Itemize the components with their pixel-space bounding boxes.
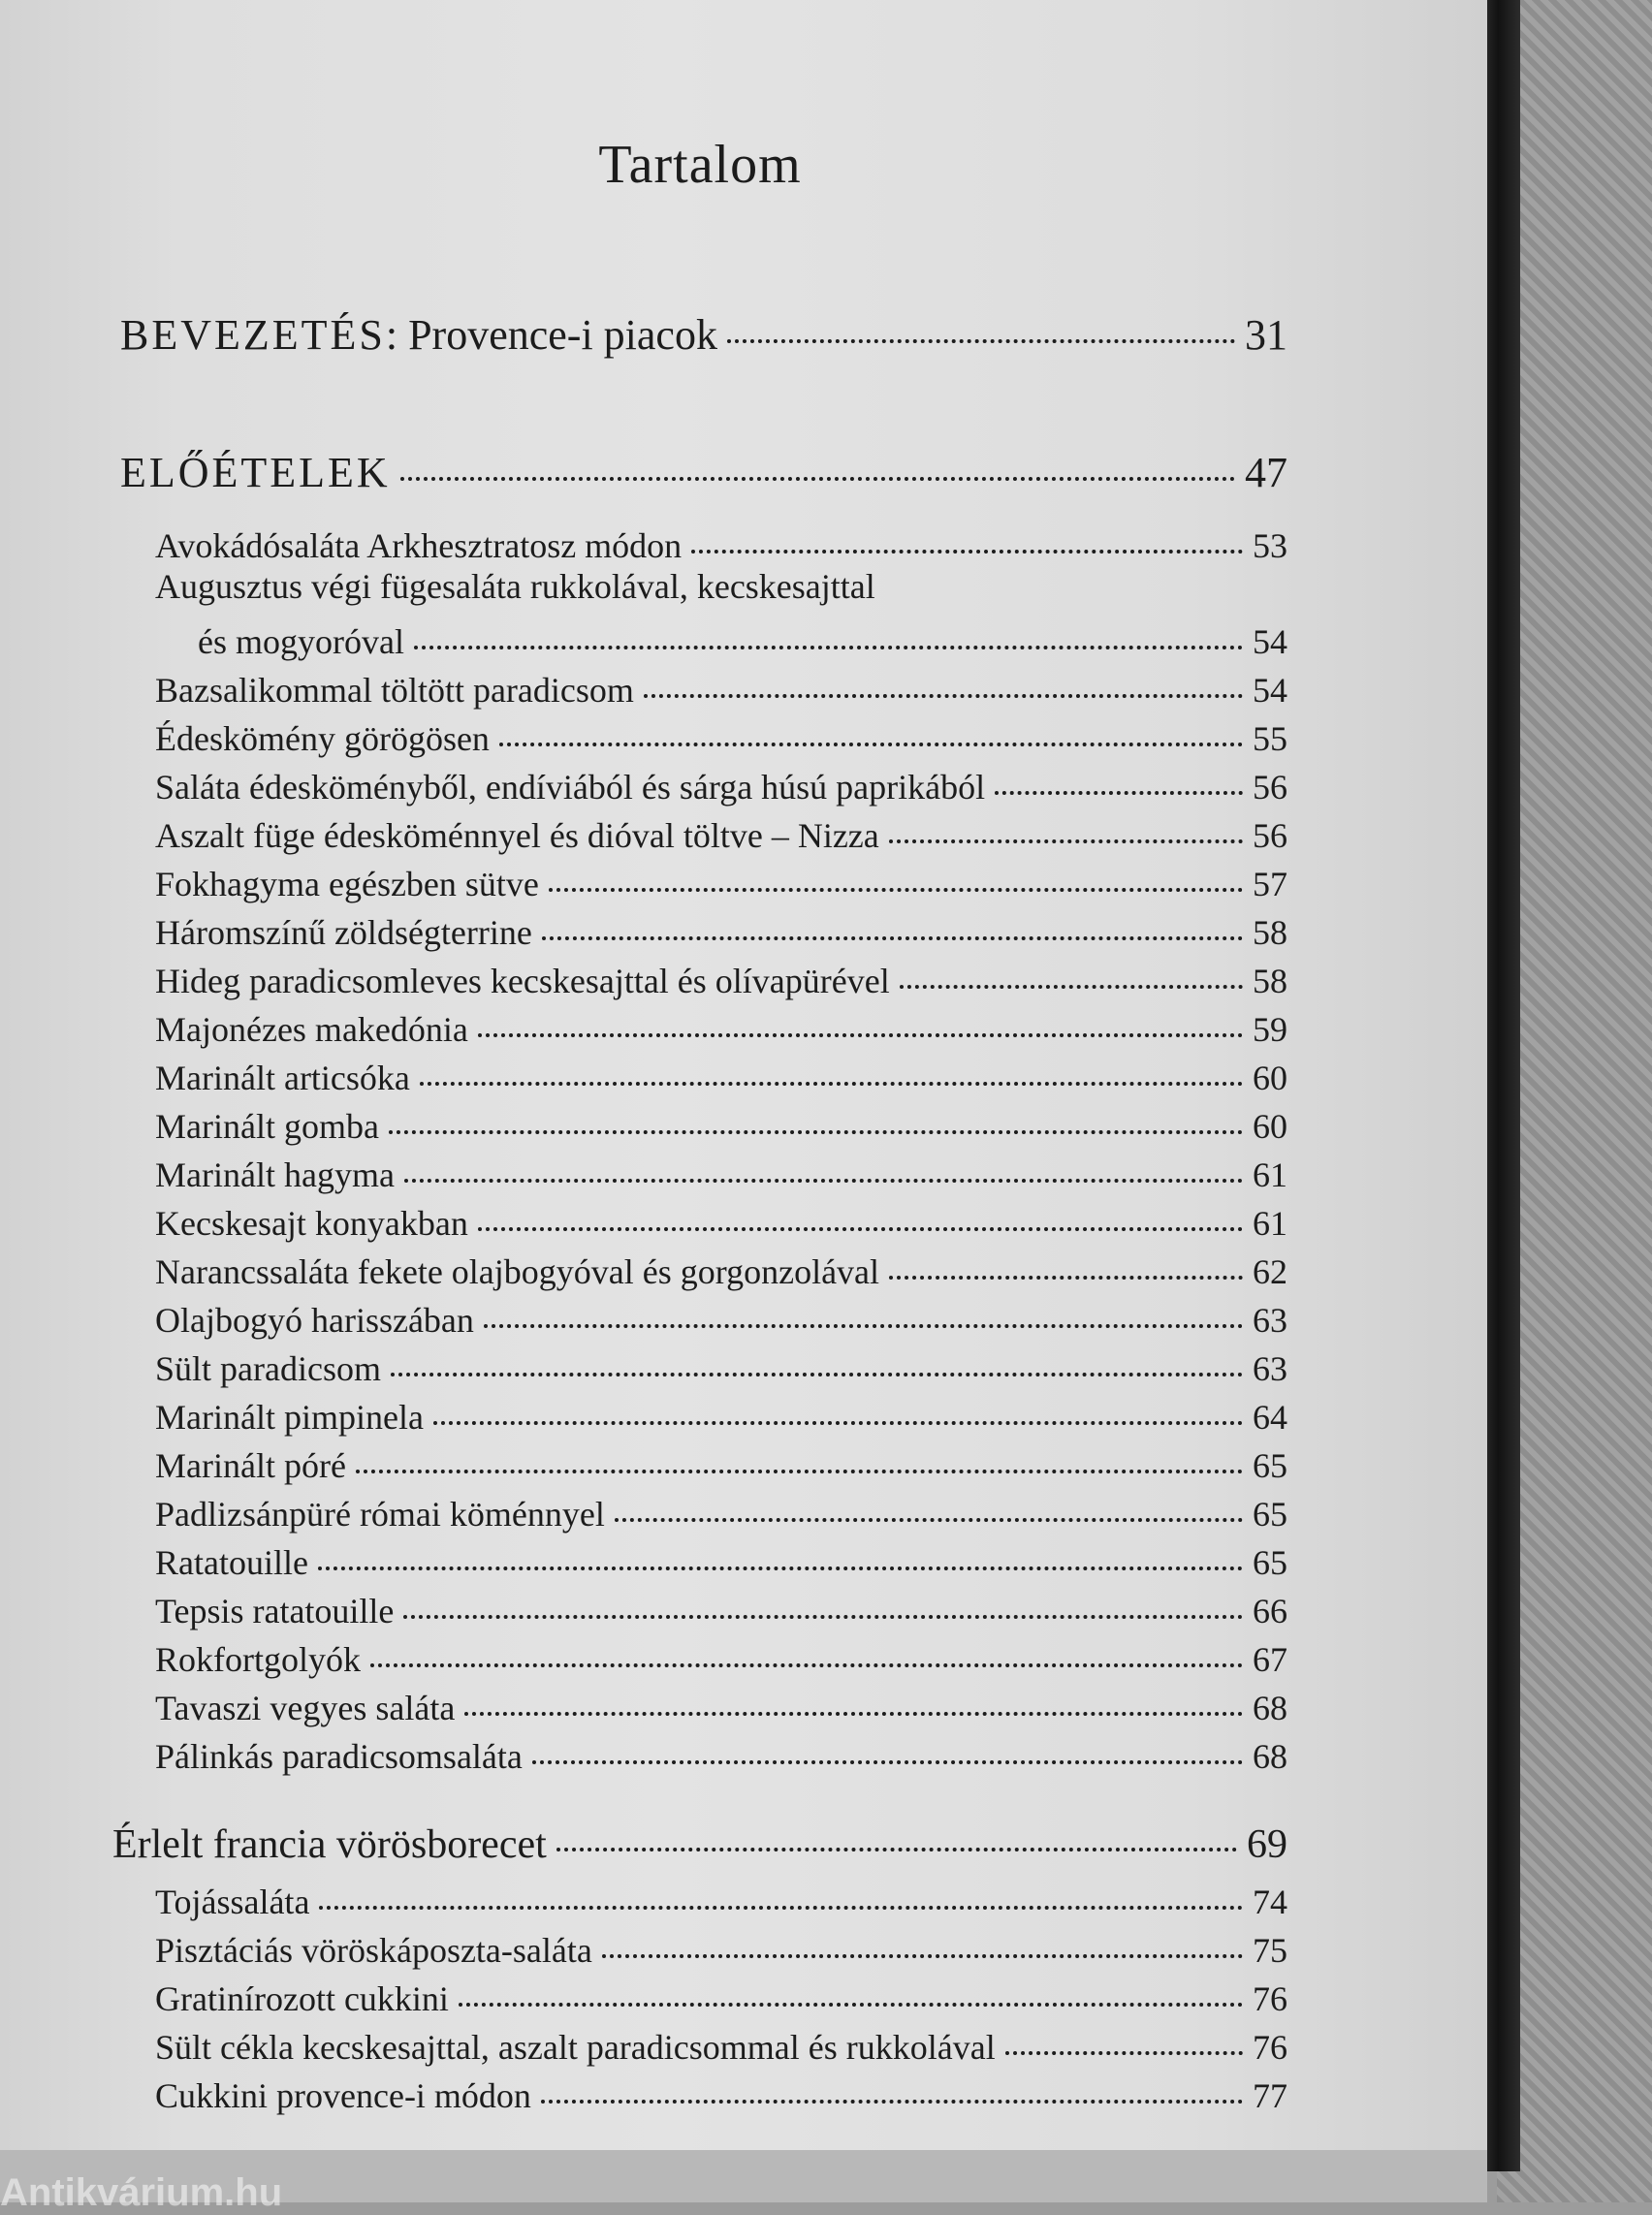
page-title: Tartalom	[598, 135, 802, 195]
toc-entry[interactable]: Kecskesajt konyakban 61	[155, 1196, 1287, 1244]
toc-entry[interactable]: Sült cékla kecskesajttal, aszalt paradicsommal és rukkolával 76	[155, 2020, 1287, 2068]
toc-entry[interactable]: Bazsalikommal töltött paradicsom 54	[155, 663, 1287, 711]
toc-entry[interactable]: Marinált pimpinela 64	[155, 1390, 1287, 1438]
toc-entry[interactable]: és mogyoróval 54	[198, 615, 1287, 662]
toc-entry[interactable]: Pisztáciás vöröskáposzta-saláta 75	[155, 1923, 1287, 1971]
section-label: BEVEZETÉS: Provence-i piacok	[120, 311, 717, 359]
watermark: Antikvárium.hu	[0, 2171, 283, 2214]
toc-section-vinegar[interactable]	[112, 1813, 1287, 1868]
toc-entry-line-1[interactable]: Augusztus végi fügesaláta rukkolával, kecskesajttal	[155, 567, 875, 606]
dot-leader	[400, 434, 1235, 481]
toc-entry[interactable]: Padlizsánpüré római köménnyel 65	[155, 1487, 1287, 1535]
toc-entry[interactable]: Saláta édesköményből, endíviából és sárga húsú paprikából 56	[155, 760, 1287, 807]
toc-entry[interactable]: Édeskömény görögösen 55	[155, 712, 1287, 759]
toc-entry[interactable]: Sült paradicsom 63	[155, 1342, 1287, 1389]
toc-entry[interactable]: Olajbogyó harisszában 63	[155, 1293, 1287, 1341]
toc-entry[interactable]: Ratatouille 65	[155, 1535, 1287, 1583]
page-number: 69	[1247, 1822, 1287, 1867]
toc-entry[interactable]: Fokhagyma egészben sütve 57	[155, 857, 1287, 904]
book-cover-edge	[1483, 0, 1520, 2171]
toc-section-introduction[interactable]	[120, 302, 1287, 360]
toc-entry[interactable]: Tojássaláta 74	[155, 1875, 1287, 1922]
toc-entry[interactable]: Tavaszi vegyes saláta 68	[155, 1681, 1287, 1728]
toc-entry[interactable]: Cukkini provence-i módon 77	[155, 2069, 1287, 2116]
toc-entry[interactable]: Marinált hagyma 61	[155, 1148, 1287, 1195]
toc-entry[interactable]: Hideg paradicsomleves kecskesajttal és olívapürével 58	[155, 954, 1287, 1001]
section-label: ELŐÉTELEK	[120, 449, 391, 496]
toc-entry[interactable]: Marinált articsóka 60	[155, 1051, 1287, 1098]
table-surface	[1497, 0, 1652, 2202]
toc-entry[interactable]: Majonézes makedónia 59	[155, 1002, 1287, 1050]
toc-entry[interactable]: Narancssaláta fekete olajbogyóval és gorgonzolával 62	[155, 1245, 1287, 1292]
toc-section-starters[interactable]	[120, 440, 1287, 497]
toc-entry[interactable]: Rokfortgolyók 67	[155, 1632, 1287, 1680]
page-number: 31	[1245, 311, 1287, 359]
toc-entry[interactable]: Háromszínű zöldségterrine 58	[155, 905, 1287, 953]
toc-entry[interactable]: Pálinkás paradicsomsaláta 68	[155, 1729, 1287, 1777]
toc-entry[interactable]: Tepsis ratatouille 66	[155, 1584, 1287, 1631]
section-label: Érlelt francia vörösborecet	[112, 1822, 547, 1867]
toc-entry[interactable]: Aszalt füge édesköménnyel és dióval töltve – Nizza 56	[155, 808, 1287, 856]
toc-entry[interactable]: Avokádósaláta Arkhesztratosz módon 53	[155, 519, 1287, 566]
page-number: 47	[1245, 449, 1287, 496]
dot-leader	[727, 297, 1235, 343]
toc-entry[interactable]: Gratinírozott cukkini 76	[155, 1972, 1287, 2019]
toc-entry[interactable]: Marinált póré 65	[155, 1439, 1287, 1486]
toc-entry[interactable]: Marinált gomba 60	[155, 1099, 1287, 1147]
dot-leader	[556, 1807, 1237, 1851]
